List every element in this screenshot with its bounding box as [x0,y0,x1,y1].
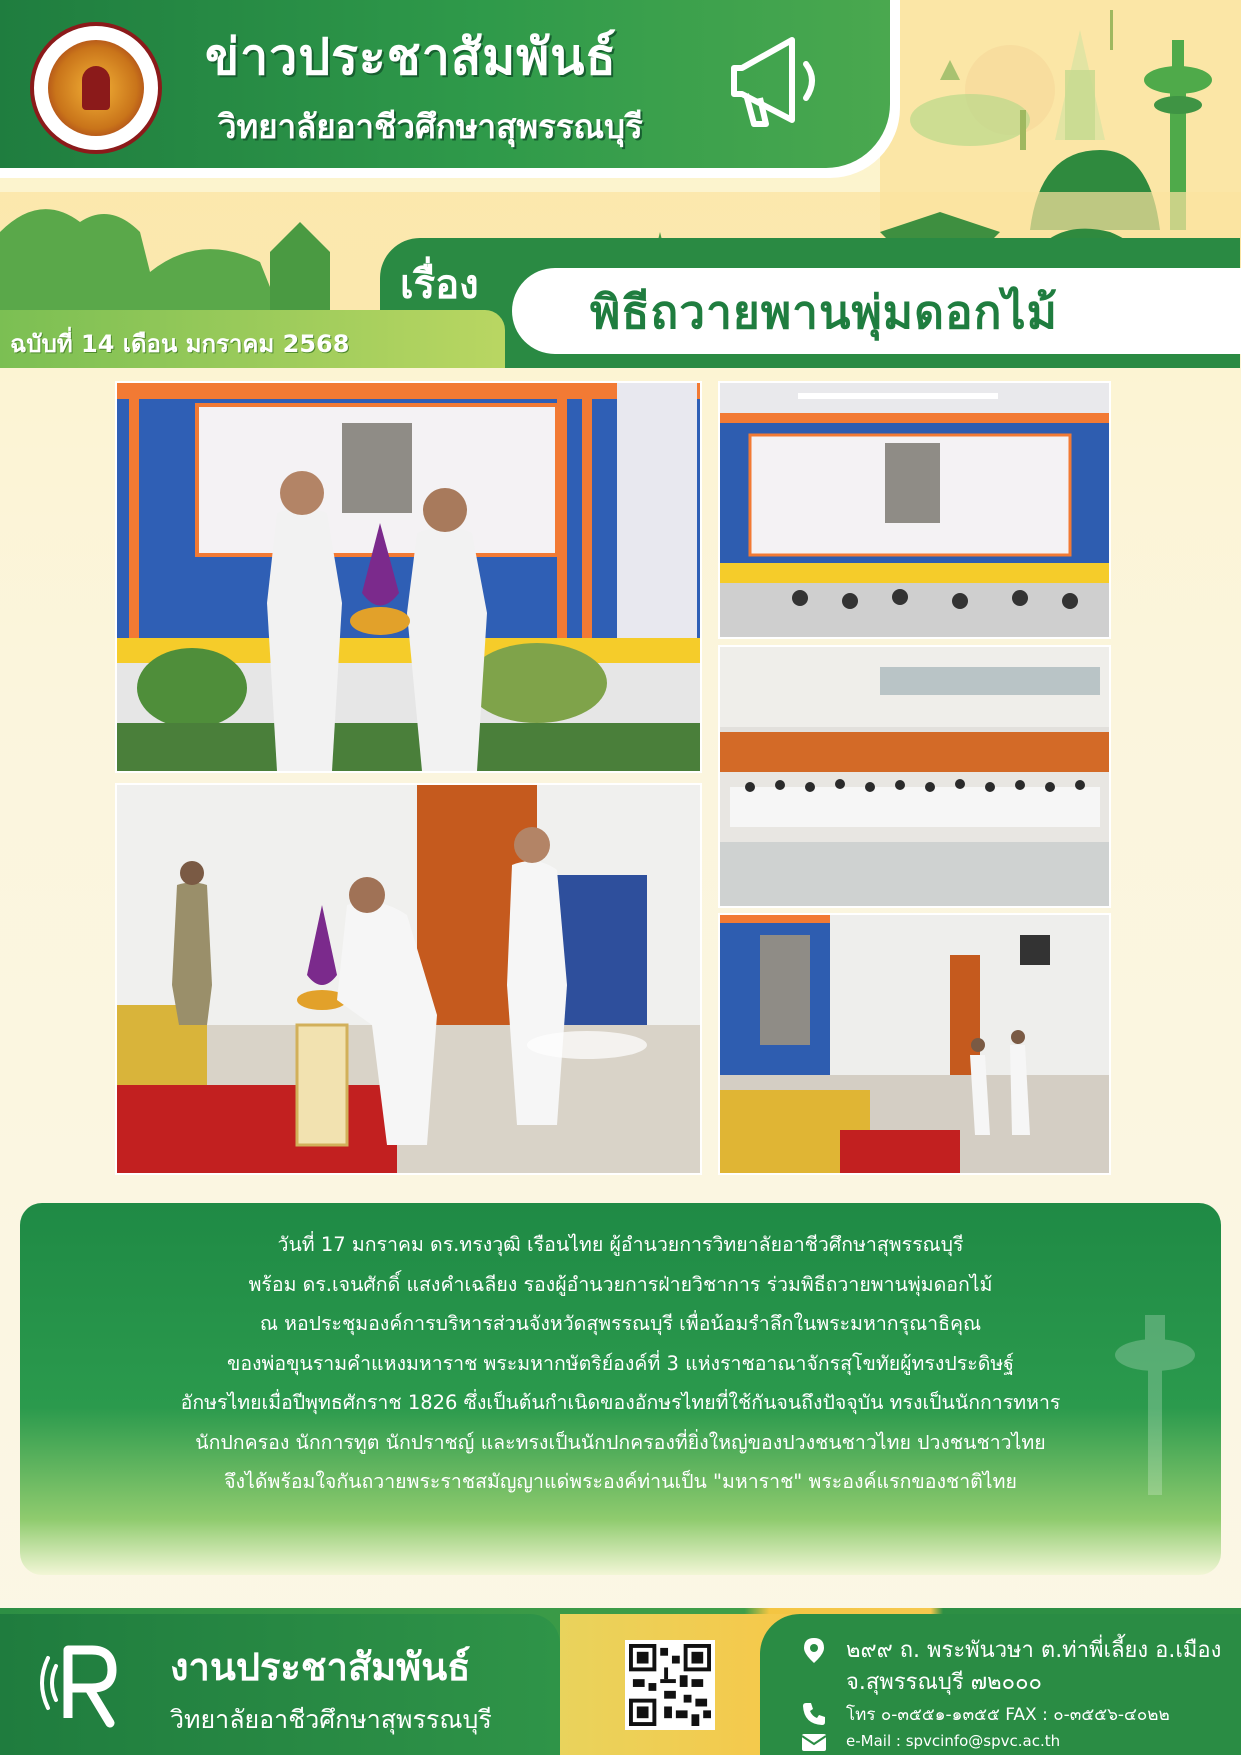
pr-logo [30,1628,140,1738]
megaphone-icon [722,28,832,138]
envelope-icon [800,1728,828,1755]
phone-icon [800,1700,828,1728]
email-address: e-Mail : spvcinfo@spvc.ac.th [846,1732,1061,1750]
photo-officials-bowing [718,913,1111,1175]
subject-title: พิธีถวายพานพุ่มดอกไม้ [590,285,1058,339]
body-line: อักษรไทยเมื่อปีพุทธศักราช 1826 ซึ่งเป็นต้นกำเนิดของอักษรไทยที่ใช้กันจนถึงปัจจุบัน ทรงเป็นนักการทหาร [180,1391,1061,1414]
footer-subtitle: วิทยาลัยอาชีวศึกษาสุพรรณบุรี [170,1705,492,1734]
subject-label: เรื่อง [400,262,479,308]
photo-placing-offering [115,783,702,1175]
body-line: วันที่ 17 มกราคม ดร.ทรงวุฒิ เรือนไทย ผู้อำนวยการวิทยาลัยอาชีวศึกษาสุพรรณบุรี [277,1233,964,1256]
body-line: นักปกครอง นักการทูต นักปราชญ์ และทรงเป็นนักปกครองที่ยิ่งใหญ่ของปวงชนชาวไทย ปวงชนชาวไทย [195,1430,1046,1454]
address-line-2: จ.สุพรรณบุรี ๗๒๐๐๐ [846,1670,1042,1695]
body-line: จึงได้พร้อมใจกันถวายพระราชสมัญญาแด่พระองค์ท่านเป็น "มหาราช" พระองค์แรกของชาติไทย [224,1470,1017,1493]
photo-stage-portrait [718,381,1111,639]
phone-fax: โทร ๐-๓๕๕๑-๑๓๕๕ FAX : ๐-๓๕๕๖-๔๐๒๒ [846,1705,1170,1725]
page-subtitle: วิทยาลัยอาชีวศึกษาสุพรรณบุรี [218,107,643,146]
photo-audience [718,645,1111,908]
issue-number: ฉบับที่ 14 เดือน มกราคม 2568 [10,330,350,358]
address-line-1: ๒๙๙ ถ. พระพันวษา ต.ท่าพี่เลี้ยง อ.เมือง [846,1638,1222,1663]
body-line: ณ หอประชุมองค์การบริหารส่วนจังหวัดสุพรรณบุรี เพื่อน้อมรำลึกในพระมหากรุณาธิคุณ [259,1312,982,1335]
body-line: พร้อม ดร.เจนศักดิ์ แสงคำเฉลียง รองผู้อำนวยการฝ่ายวิชาการ ร่วมพิธีถวายพานพุ่มดอกไม้ [248,1272,993,1296]
college-logo [30,22,162,154]
photo-officials-with-offering [115,381,702,773]
body-line: ของพ่อขุนรามคำแหงมหาราช พระมหากษัตริย์องค์ที่ 3 แห่งราชอาณาจักรสุโขทัยผู้ทรงประดิษฐ์ [226,1351,1014,1375]
footer-title: งานประชาสัมพันธ์ [170,1645,471,1689]
news-body-text [40,1225,1201,1502]
location-pin-icon [800,1636,828,1664]
qr-code [625,1640,715,1730]
page-title: ข่าวประชาสัมพันธ์ [205,28,617,86]
